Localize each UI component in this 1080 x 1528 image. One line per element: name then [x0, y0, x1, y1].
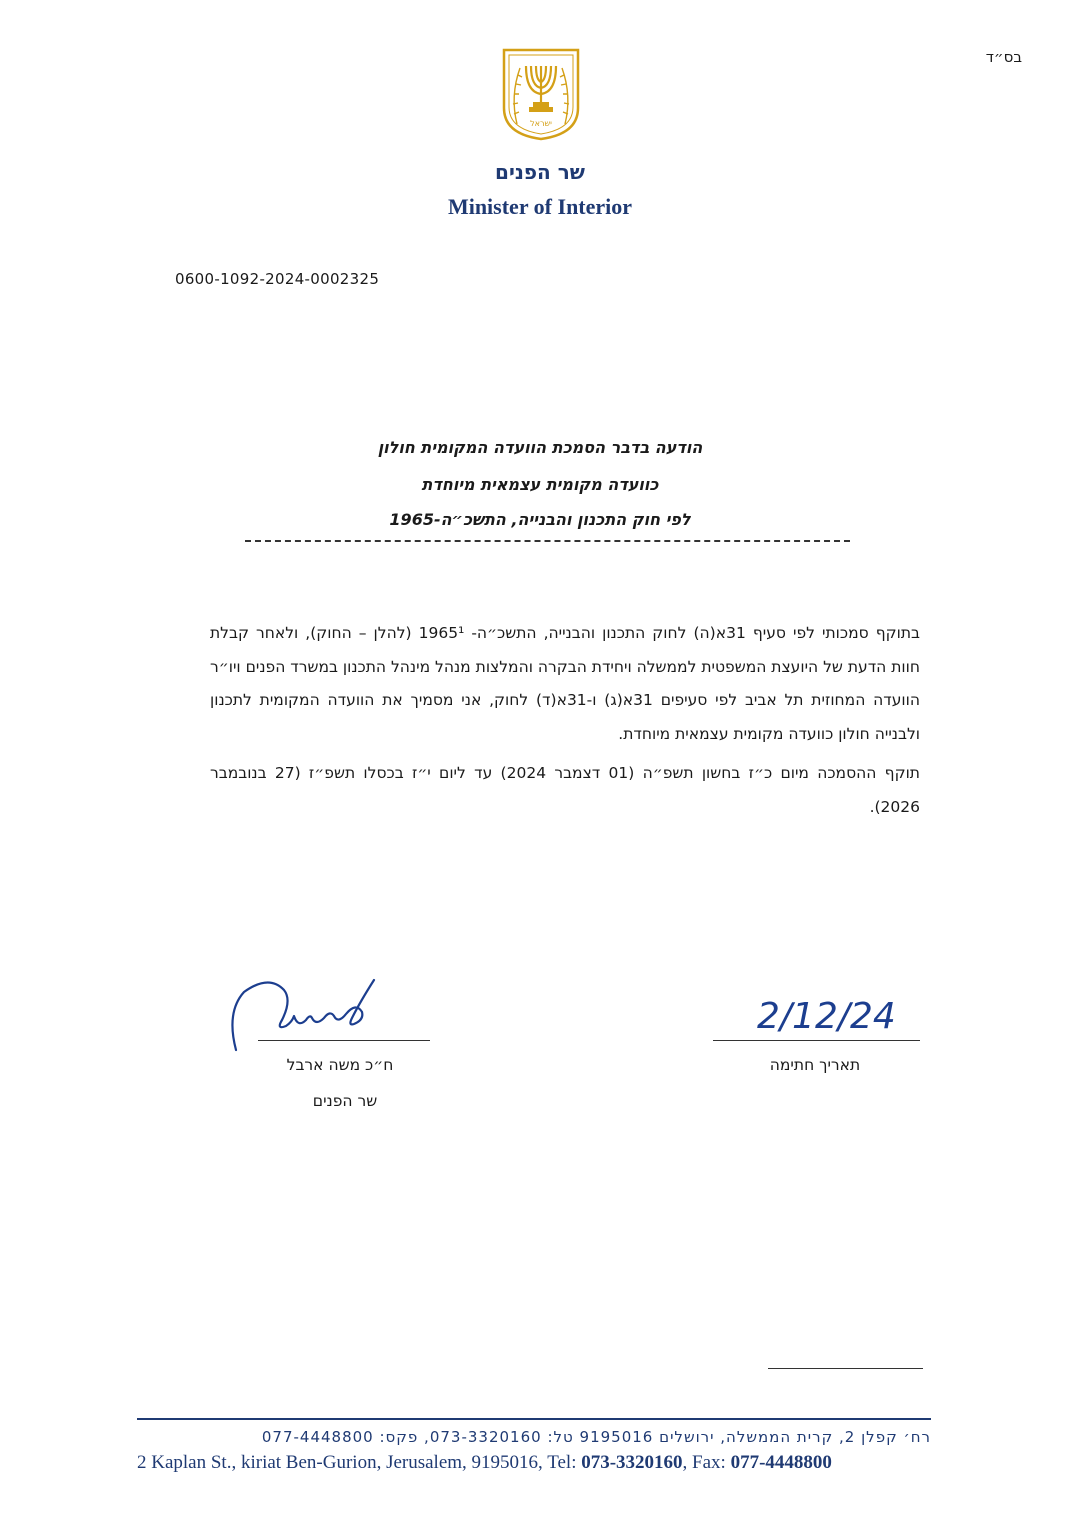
bsd-header: בס״ד — [985, 48, 1022, 66]
signer-role: שר הפנים — [312, 1092, 378, 1110]
footnote-separator — [768, 1368, 923, 1369]
footer-fax-label: , Fax: — [682, 1452, 731, 1473]
handwritten-signature — [224, 972, 384, 1057]
footer-fax: 077-4448800 — [730, 1452, 832, 1473]
footer-address: 2 Kaplan St., kiriat Ben-Gurion, Jerusalem, 9195016, Tel: — [137, 1452, 582, 1473]
date-line — [713, 1040, 920, 1041]
notice-body — [210, 617, 920, 824]
state-emblem-icon — [500, 46, 582, 142]
reference-number: 0600-1092-2024-0002325 — [175, 270, 380, 288]
notice-title-line-2: כוועדה מקומית עצמאית מיוחדת — [421, 475, 659, 494]
footer-address-english — [137, 1452, 931, 1474]
minister-title-english: Minister of Interior — [447, 194, 633, 219]
signer-name: ח״כ משה ארבל — [286, 1056, 394, 1074]
notice-title-line-3: לפי חוק התכנון והבנייה, התשכ״ה-1965 — [389, 510, 691, 529]
footer-tel: 073-3320160 — [581, 1452, 683, 1473]
footer-rule — [137, 1418, 931, 1420]
dashed-divider — [245, 540, 850, 542]
emblem-label: ישראל — [530, 119, 552, 128]
signature-date-label: תאריך חתימה — [769, 1056, 861, 1074]
body-paragraph-1: בתוקף סמכותי לפי סעיף 31א(ה) לחוק התכנון והבנייה, התשכ״ה- 1965¹ (להלן – החוק), ולאחר קבלת חוות הדעת של היועצת המשפטית לממשלה ויחידת הבקרה והמלצות מנהל מינהל התכנון במשרד הפנים ויו״ר הוועדה המחוזית תל אביב לפי סעיפים 31א(ג) ו-31א(ד) לחוק, אני מסמיך את הוועדה המקומית לתכנון ולבנייה חולון כוועדה מקומית עצמאית מיוחדת. — [210, 624, 921, 743]
handwritten-date — [755, 988, 896, 1038]
svg-text:2/12/24: 2/12/24 — [757, 996, 896, 1037]
footer-address-hebrew: רח׳ קפלן 2, קרית הממשלה, ירושלים 9195016 טל: 073-3320160, פקס: 077-4448800 — [261, 1428, 931, 1446]
notice-title-line-1: הודעה בדבר הסמכת הוועדה המקומית חולון — [377, 438, 703, 457]
minister-title-hebrew: שר הפנים — [495, 160, 585, 184]
body-paragraph-2: תוקף ההסמכה מיום כ״ז בחשון תשפ״ה (01 דצמבר 2024) עד ליום י״ז בכסלו תשפ״ז (27 בנובמבר 2026). — [210, 764, 920, 816]
signature-line — [258, 1040, 430, 1041]
